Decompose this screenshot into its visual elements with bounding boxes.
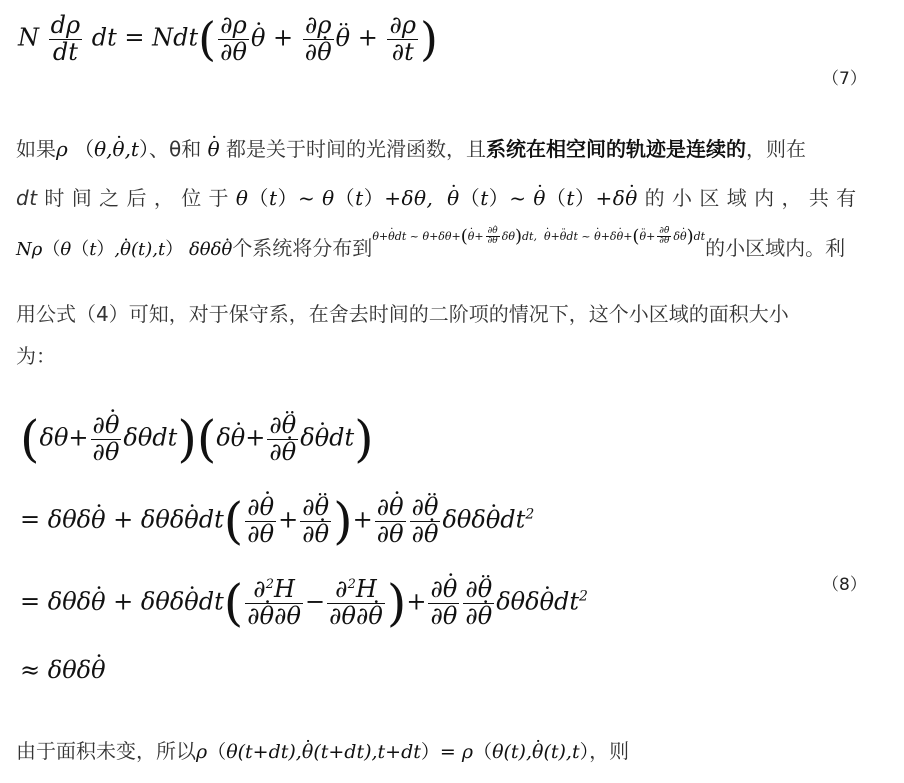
dt-symbol: dt bbox=[16, 186, 38, 210]
rho-equality: ρ（θ(t+dt),θ ·(t+dt),t+dt）= ρ（θ(t),θ ·(t),t） bbox=[196, 741, 589, 763]
text-segment: 个系统将分布到 bbox=[232, 236, 373, 260]
text-segment: 的小区域内。利 bbox=[705, 236, 846, 260]
equation-8-line-4: ≈ δθδθ · bbox=[20, 656, 106, 684]
paragraph-line-2 bbox=[16, 182, 857, 211]
small-range-expression: θ+θ ·dt ~ θ+δθ+(θ ·+ ∂θ · ∂θ δθ)dt, θ ·+θ ··dt ~ θ ·+δθ ·+(θ ··+ ∂θ ·· ∂θ · δθ ·)dt bbox=[372, 230, 705, 243]
text-segment: 由于面积未变，所以 bbox=[16, 739, 196, 763]
paragraph-line-5: 为： bbox=[16, 344, 56, 368]
text-segment: 时 间 之 后 ， 位 于 bbox=[44, 186, 230, 210]
text-segment: 如果 bbox=[16, 137, 56, 161]
text-segment: ，则在 bbox=[746, 137, 806, 161]
paragraph-line-6 bbox=[16, 735, 629, 764]
paragraph-line-1 bbox=[16, 133, 806, 162]
equation-8-line-3: = δθδθ · + δθδθ ·dt( $\frac{\partial^2H}{\partial\theta \cdot\partial\theta}$ − $\frac{\partial^2H}{\partial\theta\partial\theta}$ · )+ $\frac{\partial\theta \cdot}{\partial\theta}$ $\frac{\partial\theta \cdot\cdot}{\partial\theta}$ · $\delta\theta\delta\theta \cdot dt^2$ bbox=[20, 574, 588, 632]
theta-dot: θ · bbox=[201, 137, 226, 161]
paragraph-line-3 bbox=[16, 225, 846, 261]
theta-range: θ（t）~ θ（t）+δθ, θ ·（t）~ θ ·（t）+δθ · bbox=[236, 186, 638, 210]
rho-expression: ρ （θ,θ ·,t） bbox=[56, 137, 149, 161]
equation-8-line-2: = δθδθ · + δθδθ ·dt( $\frac{\partial\theta \cdot}{\partial\theta}$ + $\frac{\partial\theta \cdot\cdot}{\partial\theta}$ · )+ $\frac{\partial\theta \cdot}{\partial\theta}$ $\frac{\partial\theta \cdot\cdot}{\partial\theta}$ · $\delta\theta\delta\theta \cdot dt^2$ bbox=[20, 492, 534, 550]
text-segment: 、θ和 bbox=[148, 137, 202, 161]
text-segment: ，则 bbox=[589, 739, 630, 763]
bold-text: 系统在相空间的轨迹是连续的 bbox=[486, 137, 746, 161]
n-rho-expression: Nρ（θ（t）,θ ·(t),t） δθδθ · bbox=[16, 239, 232, 260]
equation-7-number: （7） bbox=[822, 69, 867, 89]
text-segment: 都是关于时间的光滑函数，且 bbox=[226, 137, 486, 161]
equation-8-number: （8） bbox=[822, 575, 867, 595]
equation-8-line-1: (δθ+ $\frac{\partial\theta \cdot}{\partial\theta}$ δθdt)(δθ ·+ $\frac{\partial\theta \cdot\cdot}{\partial\theta}$ · δθ ·dt) bbox=[20, 410, 374, 468]
text-segment: 的 小 区 域 内 ， 共 有 bbox=[644, 186, 857, 210]
paragraph-line-4: 用公式（4）可知，对于保守系，在舍去时间的二阶项的情况下，这个小区域的面积大小 bbox=[16, 302, 789, 326]
equation-7: N $\frac{d\rho}{dt}$ dt = Ndt( $\frac{\partial\rho}{\partial\theta}$ θ · + $\frac{\partial\rho}{\partial\theta}$ · θ ·· + $\frac{\partial\rho}{\partial t}$ ) bbox=[18, 12, 438, 66]
